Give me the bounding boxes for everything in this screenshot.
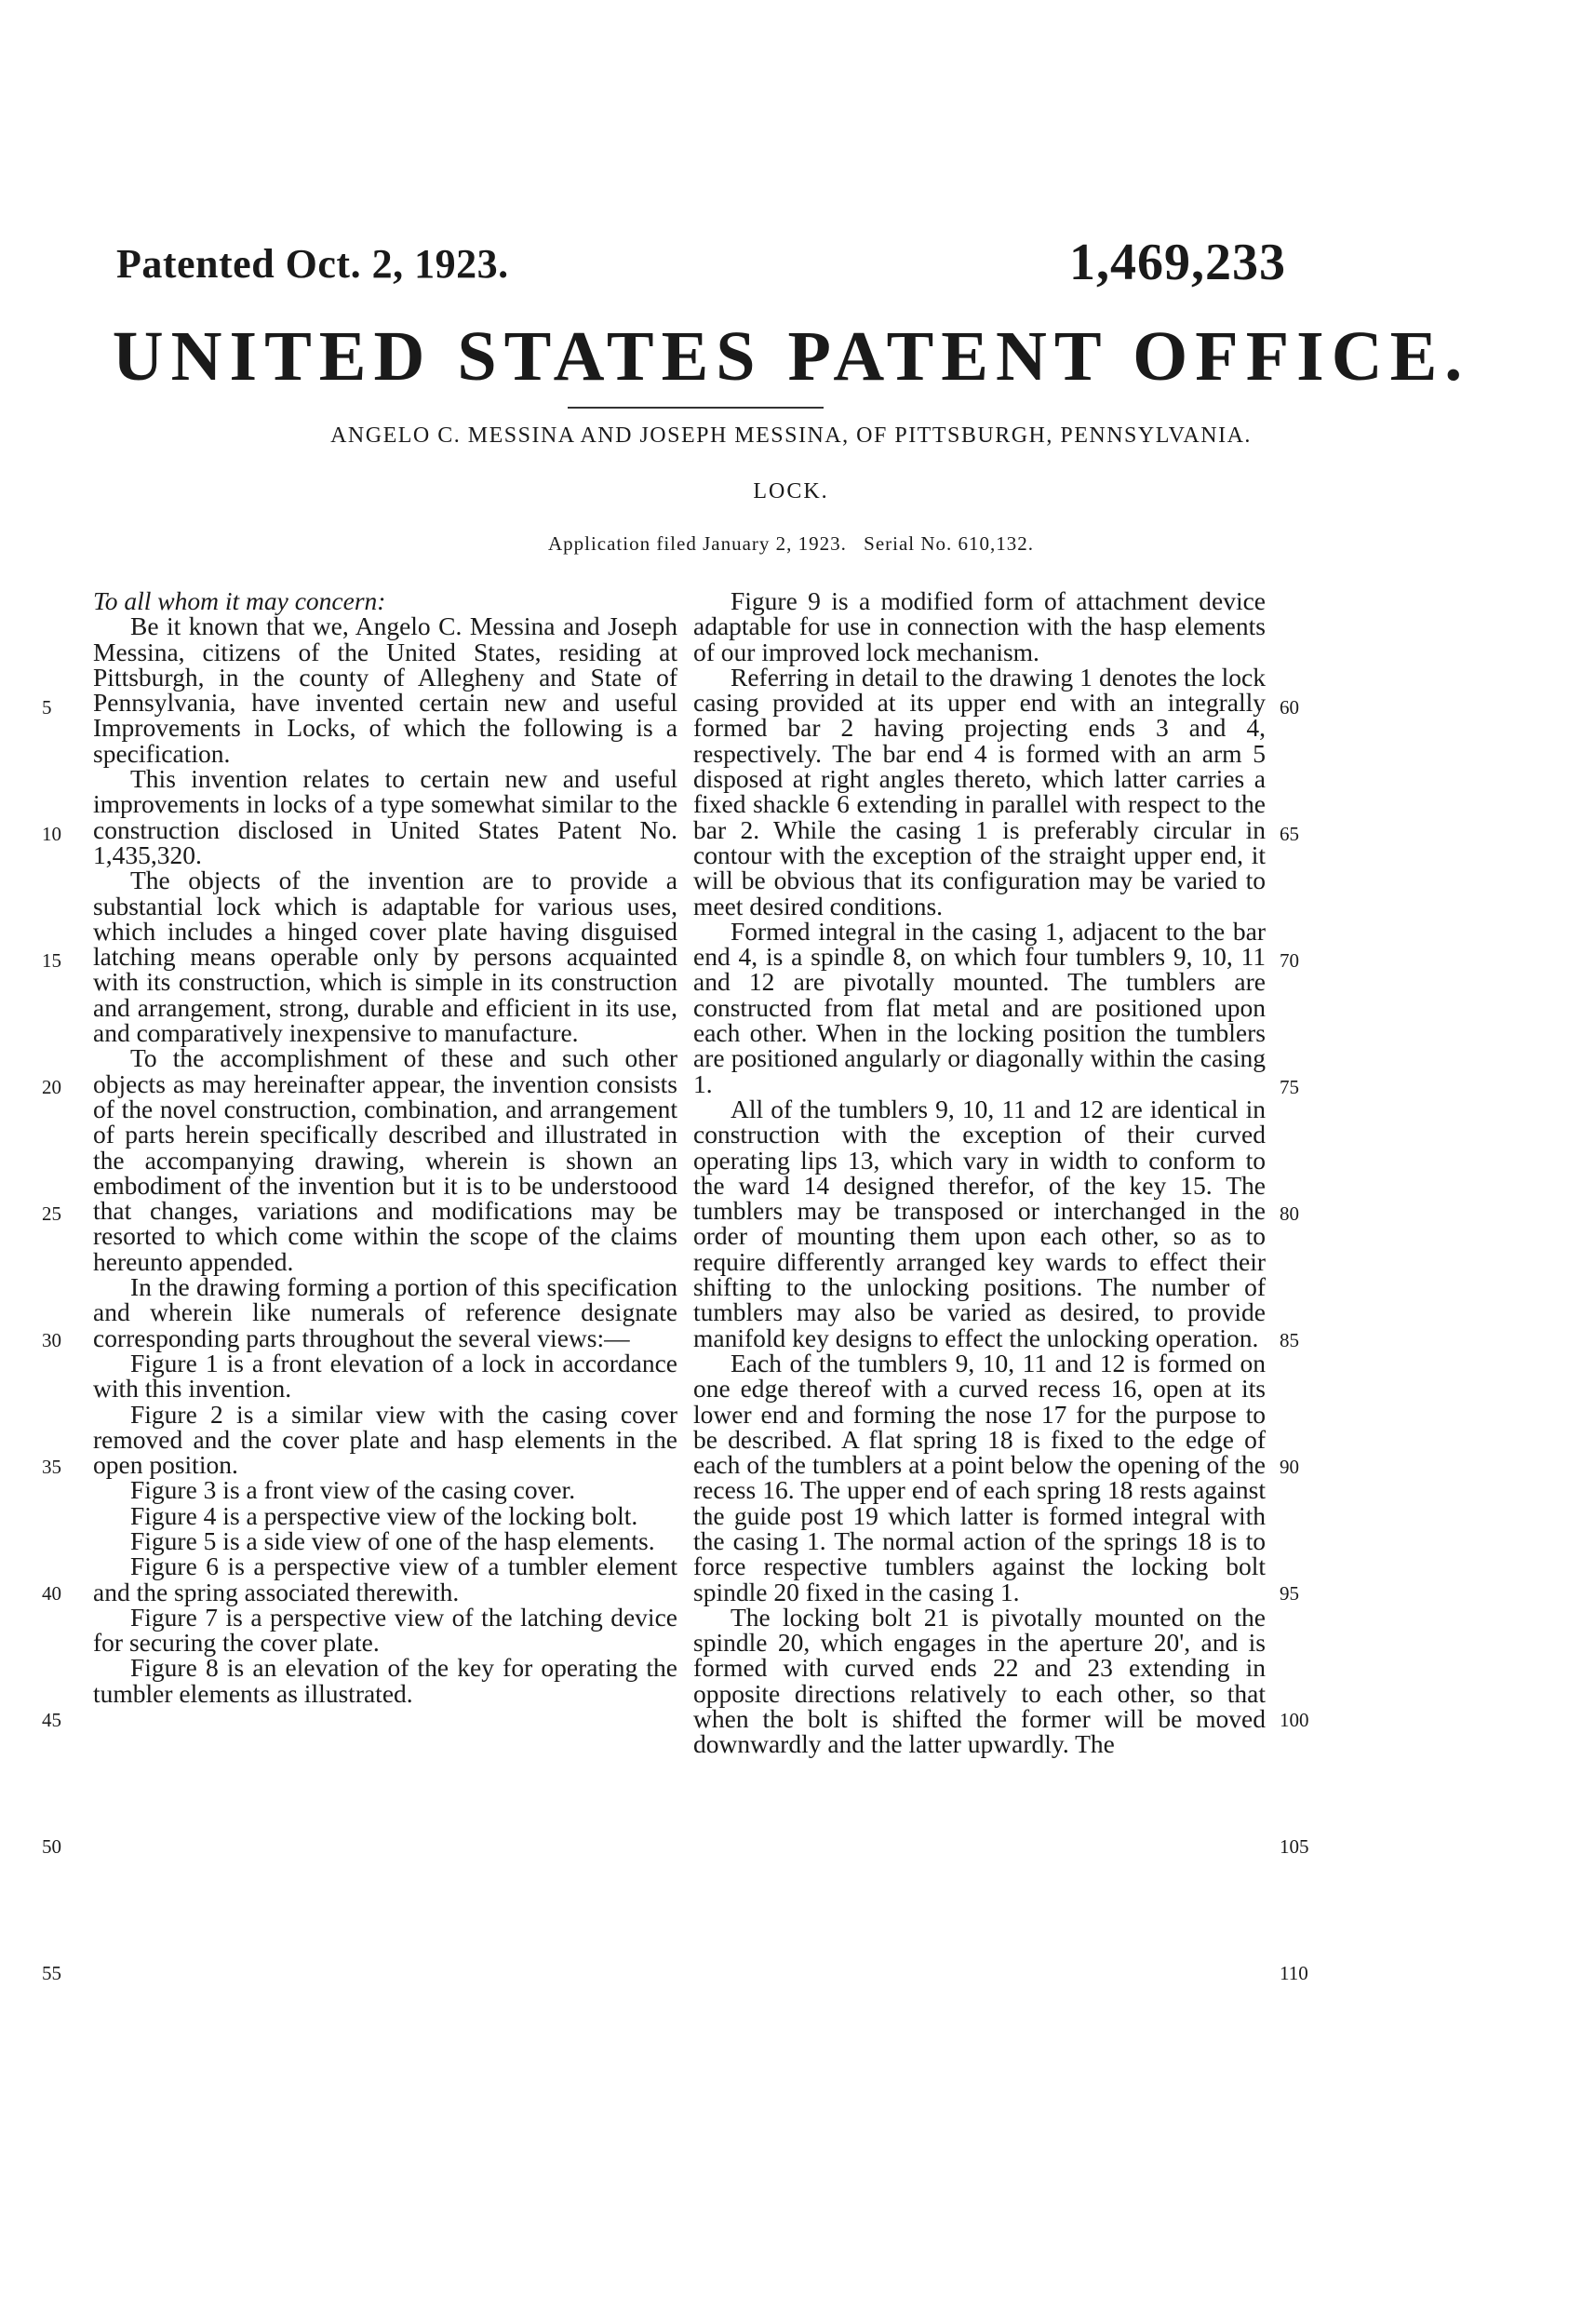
paragraph: In the drawing forming a portion of this specification and wherein like numerals of reference designate corresponding parts throughout the several views:— [93, 1272, 677, 1352]
paragraph: Be it known that we, Angelo C. Messina and Joseph Messina, citizens of the United States, residing at Pittsburgh, in the county of Allegheny and State of Pennsylvania, have invented certain new and useful Improvements in Locks, of which the following is a specification. [93, 611, 677, 768]
line-number: 20 [42, 1076, 61, 1098]
paragraph: This invention relates to certain new and useful improvements in locks of a type somewhat similar to the construction disclosed in United States Patent No. 1,435,320. [93, 764, 677, 869]
line-number: 35 [42, 1456, 61, 1478]
line-number: 55 [42, 1962, 61, 1984]
paragraph: The locking bolt 21 is pivotally mounted on the spindle 20, which engages in the aperture 20', and is formed with curved ends 22 and 23 extending in opposite directions relatively to each other, so that when the bolt is shifted the former will be moved downwardly and the latter upwardly. The [693, 1602, 1266, 1759]
line-number: 95 [1280, 1582, 1299, 1605]
serial-number: Serial No. 610,132. [864, 532, 1035, 555]
paragraph: Figure 9 is a modified form of attachment device adaptable for use in connection with the hasp elements of our improved lock mechanism. [693, 586, 1266, 666]
paragraph: Figure 8 is an elevation of the key for operating the tumbler elements as illustrated. [93, 1653, 677, 1708]
application-filed: Application filed January 2, 1923. [547, 532, 847, 555]
patent-date: Patented Oct. 2, 1923. [116, 241, 509, 287]
patent-number: 1,469,233 [1069, 234, 1286, 291]
application-line [0, 532, 1582, 556]
title-rule [568, 407, 824, 409]
inventors-line: ANGELO C. MESSINA AND JOSEPH MESSINA, OF PITTSBURGH, PENNSYLVANIA. [330, 423, 1252, 448]
paragraph: All of the tumblers 9, 10, 11 and 12 are identical in construction with the exception of their curved operating lips 13, which vary in width to conform to the ward 14 designed therefor, of the key 15. The tumblers may be transposed or interchanged in the order of mounting them upon each other, so as to require differently arranged key wards to effect their shifting to the unlocking positions. The number of tumblers may also be varied as desired, to provide manifold key designs to effect the unlocking operation. [693, 1094, 1266, 1352]
line-number: 50 [42, 1835, 61, 1858]
office-title: UNITED STATES PATENT OFFICE. [112, 317, 1470, 396]
line-number: 5 [42, 696, 52, 719]
line-number: 45 [42, 1709, 61, 1731]
line-number: 105 [1280, 1835, 1309, 1858]
paragraph: Figure 3 is a front view of the casing cover. [130, 1475, 576, 1505]
line-number: 75 [1280, 1076, 1299, 1098]
line-number: 30 [42, 1329, 61, 1351]
line-number: 60 [1280, 696, 1299, 719]
line-number: 10 [42, 823, 61, 845]
salutation: To all whom it may concern: [93, 586, 386, 615]
line-number: 110 [1280, 1962, 1308, 1984]
subject-title: LOCK. [753, 479, 829, 504]
line-number: 80 [1280, 1202, 1299, 1225]
paragraph: Referring in detail to the drawing 1 denotes the lock casing provided at its upper end with an integrally formed bar 2 having projecting ends 3 and 4, respectively. The bar end 4 is formed with an arm 5 disposed at right angles thereto, which latter carries a fixed shackle 6 extending in parallel with respect to the bar 2. While the casing 1 is preferably circular in contour with the exception of the straight upper end, it will be obvious that its configuration may be varied to meet desired conditions. [693, 662, 1266, 920]
paragraph: Figure 4 is a perspective view of the locking bolt. [130, 1500, 638, 1530]
line-number: 25 [42, 1202, 61, 1225]
paragraph: The objects of the invention are to provide a substantial lock which is adaptable for various uses, which includes a hinged cover plate having disguised latching means operable only by persons acquainted with its construction, which is simple in its construction and arrangement, strong, durable and efficient in its use, and comparatively inexpensive to manufacture. [93, 866, 677, 1048]
line-number: 65 [1280, 823, 1299, 845]
line-number: 70 [1280, 949, 1299, 972]
paragraph: Figure 2 is a similar view with the casing cover removed and the cover plate and hasp elements in the open position. [93, 1399, 677, 1480]
left-column [93, 588, 677, 1706]
paragraph: Figure 1 is a front elevation of a lock in accordance with this invention. [93, 1348, 677, 1404]
paragraph: Each of the tumblers 9, 10, 11 and 12 is formed on one edge thereof with a curved recess 16, open at its lower end and forming the nose 17 for the purpose to be described. A flat spring 18 is fixed to the edge of each of the tumblers at a point below the opening of the recess 16. The upper end of each spring 18 rests against the guide post 19 which latter is formed integral with the casing 1. The normal action of the springs 18 is to force respective tumblers against the locking bolt spindle 20 fixed in the casing 1. [693, 1348, 1266, 1606]
line-number: 40 [42, 1582, 61, 1605]
line-number: 15 [42, 949, 61, 972]
line-number: 85 [1280, 1329, 1299, 1351]
line-number: 100 [1280, 1709, 1309, 1731]
paragraph: Figure 5 is a side view of one of the hasp elements. [130, 1525, 655, 1555]
paragraph: To the accomplishment of these and such other objects as may hereinafter appear, the invention consists of the novel construction, combination, and arrangement of parts herein specifically described and illustrated in the accompanying drawing, wherein is shown an embodiment of the invention but it is to be understoood that changes, variations and modifications may be resorted to which come within the scope of the claims hereunto appended. [93, 1043, 677, 1276]
paragraph: Figure 7 is a perspective view of the latching device for securing the cover plate. [93, 1602, 677, 1658]
paragraph: Formed integral in the casing 1, adjacent to the bar end 4, is a spindle 8, on which four tumblers 9, 10, 11 and 12 are pivotally mounted. The tumblers are constructed from flat metal and are positioned upon each other. When in the locking position the tumblers are positioned angularly or diagonally within the casing 1. [693, 916, 1266, 1098]
paragraph: Figure 6 is a perspective view of a tumbler element and the spring associated therewith. [93, 1552, 677, 1606]
right-column [693, 588, 1266, 1757]
line-number: 90 [1280, 1456, 1299, 1478]
